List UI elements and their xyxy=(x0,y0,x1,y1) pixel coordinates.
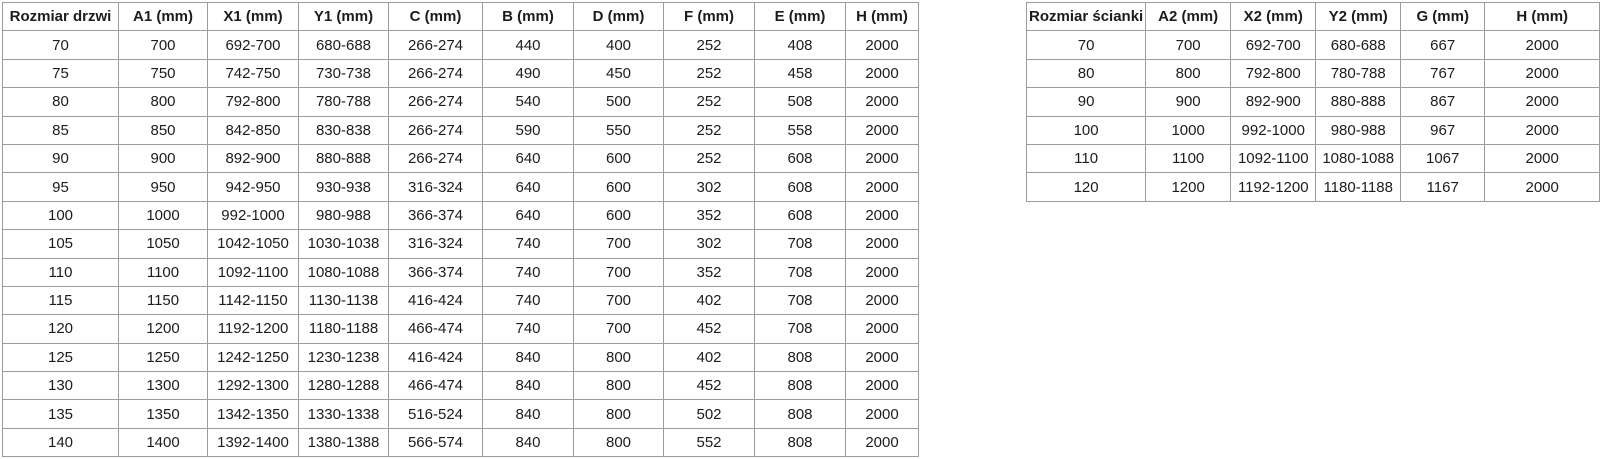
table-row xyxy=(3,372,919,400)
table-cell: 1230-1238 xyxy=(299,343,389,371)
table-row xyxy=(3,88,919,116)
table-cell: 120 xyxy=(3,315,119,343)
door-sizes-table xyxy=(2,2,919,457)
table-cell: 130 xyxy=(3,372,119,400)
table-cell: 85 xyxy=(3,116,119,144)
table-row xyxy=(3,343,919,371)
table-cell: 667 xyxy=(1400,31,1484,59)
table-cell: 466-474 xyxy=(389,315,483,343)
table-cell: 842-850 xyxy=(208,116,299,144)
table-row xyxy=(1027,173,1600,201)
table-cell: 416-424 xyxy=(389,343,483,371)
table-cell: 1200 xyxy=(1146,173,1231,201)
table-cell: 100 xyxy=(1027,116,1146,144)
table-cell: 2000 xyxy=(846,116,919,144)
table-cell: 366-374 xyxy=(389,258,483,286)
table-cell: 125 xyxy=(3,343,119,371)
table-cell: 892-900 xyxy=(208,144,299,172)
table-cell: 2000 xyxy=(1485,31,1600,59)
column-header: B (mm) xyxy=(483,3,574,31)
table-cell: 742-750 xyxy=(208,59,299,87)
table-cell: 452 xyxy=(664,372,755,400)
table-cell: 1192-1200 xyxy=(1231,173,1316,201)
table-cell: 600 xyxy=(574,144,664,172)
column-header: H (mm) xyxy=(846,3,919,31)
table-cell: 880-888 xyxy=(1316,88,1401,116)
table-cell: 740 xyxy=(483,286,574,314)
table-row xyxy=(3,31,919,59)
column-header: A2 (mm) xyxy=(1146,3,1231,31)
table-cell: 708 xyxy=(755,286,846,314)
table-cell: 440 xyxy=(483,31,574,59)
column-header: E (mm) xyxy=(755,3,846,31)
table-cell: 930-938 xyxy=(299,173,389,201)
column-header: Rozmiar drzwi xyxy=(3,3,119,31)
table-cell: 740 xyxy=(483,258,574,286)
wall-sizes-table xyxy=(1026,2,1600,202)
table-cell: 808 xyxy=(755,372,846,400)
column-header: D (mm) xyxy=(574,3,664,31)
table-cell: 800 xyxy=(1146,59,1231,87)
table-cell: 566-574 xyxy=(389,428,483,456)
column-header: Rozmiar ścianki xyxy=(1027,3,1146,31)
table-cell: 880-888 xyxy=(299,144,389,172)
table-cell: 70 xyxy=(3,31,119,59)
table-cell: 708 xyxy=(755,315,846,343)
table-cell: 80 xyxy=(1027,59,1146,87)
table-cell: 1330-1338 xyxy=(299,400,389,428)
table-cell: 1050 xyxy=(119,230,208,258)
table-cell: 840 xyxy=(483,400,574,428)
column-header: G (mm) xyxy=(1400,3,1484,31)
column-header: F (mm) xyxy=(664,3,755,31)
table-cell: 90 xyxy=(1027,88,1146,116)
table-cell: 692-700 xyxy=(1231,31,1316,59)
table-cell: 840 xyxy=(483,343,574,371)
table-cell: 452 xyxy=(664,315,755,343)
table-cell: 800 xyxy=(574,400,664,428)
table-cell: 1400 xyxy=(119,428,208,456)
table-cell: 2000 xyxy=(846,286,919,314)
column-header: C (mm) xyxy=(389,3,483,31)
table-cell: 110 xyxy=(3,258,119,286)
table-cell: 508 xyxy=(755,88,846,116)
table-cell: 2000 xyxy=(1485,116,1600,144)
table-cell: 1242-1250 xyxy=(208,343,299,371)
table-cell: 830-838 xyxy=(299,116,389,144)
table-cell: 100 xyxy=(3,201,119,229)
table-row xyxy=(1027,59,1600,87)
table-cell: 590 xyxy=(483,116,574,144)
table-cell: 2000 xyxy=(846,144,919,172)
table-cell: 70 xyxy=(1027,31,1146,59)
table-row xyxy=(1027,116,1600,144)
table-cell: 1130-1138 xyxy=(299,286,389,314)
table-cell: 140 xyxy=(3,428,119,456)
table-cell: 1092-1100 xyxy=(208,258,299,286)
table-row xyxy=(3,116,919,144)
table-cell: 700 xyxy=(574,230,664,258)
table-cell: 1067 xyxy=(1400,144,1484,172)
table-cell: 892-900 xyxy=(1231,88,1316,116)
table-cell: 2000 xyxy=(846,88,919,116)
table-cell: 700 xyxy=(574,315,664,343)
table-cell: 316-324 xyxy=(389,230,483,258)
table-cell: 800 xyxy=(574,372,664,400)
table-row xyxy=(3,173,919,201)
table-cell: 252 xyxy=(664,144,755,172)
table-cell: 640 xyxy=(483,173,574,201)
table-cell: 2000 xyxy=(1485,59,1600,87)
table-cell: 466-474 xyxy=(389,372,483,400)
table-cell: 992-1000 xyxy=(208,201,299,229)
table-cell: 700 xyxy=(119,31,208,59)
table-cell: 352 xyxy=(664,258,755,286)
table-cell: 2000 xyxy=(846,258,919,286)
table-cell: 1192-1200 xyxy=(208,315,299,343)
table-cell: 950 xyxy=(119,173,208,201)
table-row xyxy=(3,258,919,286)
table-cell: 767 xyxy=(1400,59,1484,87)
table-cell: 502 xyxy=(664,400,755,428)
table-cell: 135 xyxy=(3,400,119,428)
table-cell: 1150 xyxy=(119,286,208,314)
table-row xyxy=(1027,31,1600,59)
table-cell: 2000 xyxy=(846,400,919,428)
table-cell: 2000 xyxy=(846,428,919,456)
table-cell: 1100 xyxy=(119,258,208,286)
table-cell: 980-988 xyxy=(299,201,389,229)
table-cell: 402 xyxy=(664,286,755,314)
table-cell: 1080-1088 xyxy=(299,258,389,286)
table-cell: 967 xyxy=(1400,116,1484,144)
table-cell: 740 xyxy=(483,230,574,258)
table-cell: 800 xyxy=(574,428,664,456)
table-row xyxy=(3,201,919,229)
table-cell: 640 xyxy=(483,144,574,172)
table-cell: 316-324 xyxy=(389,173,483,201)
table-cell: 808 xyxy=(755,343,846,371)
column-header: A1 (mm) xyxy=(119,3,208,31)
table-cell: 366-374 xyxy=(389,201,483,229)
table-cell: 1342-1350 xyxy=(208,400,299,428)
table-cell: 402 xyxy=(664,343,755,371)
column-header: H (mm) xyxy=(1485,3,1600,31)
table-cell: 980-988 xyxy=(1316,116,1401,144)
table-cell: 608 xyxy=(755,173,846,201)
table-cell: 80 xyxy=(3,88,119,116)
table-cell: 708 xyxy=(755,258,846,286)
table-cell: 700 xyxy=(574,258,664,286)
table-cell: 800 xyxy=(119,88,208,116)
table-cell: 1042-1050 xyxy=(208,230,299,258)
table-cell: 1392-1400 xyxy=(208,428,299,456)
table-cell: 105 xyxy=(3,230,119,258)
table-cell: 558 xyxy=(755,116,846,144)
table-cell: 1000 xyxy=(119,201,208,229)
table-cell: 2000 xyxy=(846,230,919,258)
door-table-header-row xyxy=(3,3,919,31)
table-cell: 942-950 xyxy=(208,173,299,201)
table-cell: 1100 xyxy=(1146,144,1231,172)
table-cell: 266-274 xyxy=(389,31,483,59)
column-header: Y1 (mm) xyxy=(299,3,389,31)
table-cell: 1280-1288 xyxy=(299,372,389,400)
table-row xyxy=(3,315,919,343)
table-cell: 1080-1088 xyxy=(1316,144,1401,172)
table-cell: 450 xyxy=(574,59,664,87)
table-cell: 2000 xyxy=(846,59,919,87)
table-cell: 302 xyxy=(664,173,755,201)
table-cell: 90 xyxy=(3,144,119,172)
table-cell: 1200 xyxy=(119,315,208,343)
table-cell: 1292-1300 xyxy=(208,372,299,400)
table-cell: 1092-1100 xyxy=(1231,144,1316,172)
table-cell: 840 xyxy=(483,372,574,400)
table-row xyxy=(1027,144,1600,172)
table-cell: 1030-1038 xyxy=(299,230,389,258)
table-cell: 1180-1188 xyxy=(299,315,389,343)
table-row xyxy=(1027,88,1600,116)
table-cell: 552 xyxy=(664,428,755,456)
column-header: Y2 (mm) xyxy=(1316,3,1401,31)
table-cell: 1350 xyxy=(119,400,208,428)
door-table-body xyxy=(3,31,919,457)
table-cell: 266-274 xyxy=(389,144,483,172)
table-cell: 792-800 xyxy=(1231,59,1316,87)
table-cell: 700 xyxy=(574,286,664,314)
table-cell: 2000 xyxy=(846,31,919,59)
table-cell: 600 xyxy=(574,173,664,201)
table-cell: 1380-1388 xyxy=(299,428,389,456)
table-cell: 992-1000 xyxy=(1231,116,1316,144)
table-row xyxy=(3,286,919,314)
table-cell: 850 xyxy=(119,116,208,144)
table-cell: 266-274 xyxy=(389,59,483,87)
table-cell: 780-788 xyxy=(299,88,389,116)
table-cell: 680-688 xyxy=(299,31,389,59)
table-cell: 2000 xyxy=(846,315,919,343)
table-cell: 2000 xyxy=(1485,144,1600,172)
table-cell: 840 xyxy=(483,428,574,456)
table-cell: 680-688 xyxy=(1316,31,1401,59)
table-cell: 266-274 xyxy=(389,116,483,144)
table-cell: 516-524 xyxy=(389,400,483,428)
table-cell: 792-800 xyxy=(208,88,299,116)
table-cell: 1142-1150 xyxy=(208,286,299,314)
table-cell: 740 xyxy=(483,315,574,343)
table-row xyxy=(3,59,919,87)
table-cell: 900 xyxy=(1146,88,1231,116)
table-cell: 540 xyxy=(483,88,574,116)
table-cell: 302 xyxy=(664,230,755,258)
table-cell: 252 xyxy=(664,116,755,144)
table-cell: 2000 xyxy=(846,372,919,400)
table-cell: 110 xyxy=(1027,144,1146,172)
table-cell: 400 xyxy=(574,31,664,59)
table-cell: 640 xyxy=(483,201,574,229)
wall-table-body xyxy=(1027,31,1600,201)
table-cell: 75 xyxy=(3,59,119,87)
table-cell: 2000 xyxy=(846,201,919,229)
table-cell: 1180-1188 xyxy=(1316,173,1401,201)
table-cell: 550 xyxy=(574,116,664,144)
table-cell: 1300 xyxy=(119,372,208,400)
table-cell: 2000 xyxy=(1485,173,1600,201)
table-cell: 416-424 xyxy=(389,286,483,314)
table-cell: 120 xyxy=(1027,173,1146,201)
table-cell: 352 xyxy=(664,201,755,229)
table-cell: 252 xyxy=(664,31,755,59)
table-row xyxy=(3,428,919,456)
table-cell: 458 xyxy=(755,59,846,87)
table-row xyxy=(3,144,919,172)
table-cell: 808 xyxy=(755,428,846,456)
table-row xyxy=(3,400,919,428)
table-cell: 252 xyxy=(664,88,755,116)
table-cell: 800 xyxy=(574,343,664,371)
table-cell: 730-738 xyxy=(299,59,389,87)
table-cell: 252 xyxy=(664,59,755,87)
table-cell: 808 xyxy=(755,400,846,428)
table-cell: 490 xyxy=(483,59,574,87)
table-cell: 600 xyxy=(574,201,664,229)
table-cell: 2000 xyxy=(846,173,919,201)
table-cell: 2000 xyxy=(846,343,919,371)
table-cell: 900 xyxy=(119,144,208,172)
table-cell: 95 xyxy=(3,173,119,201)
table-cell: 708 xyxy=(755,230,846,258)
table-cell: 1250 xyxy=(119,343,208,371)
table-cell: 1000 xyxy=(1146,116,1231,144)
table-cell: 700 xyxy=(1146,31,1231,59)
column-header: X1 (mm) xyxy=(208,3,299,31)
table-cell: 500 xyxy=(574,88,664,116)
table-cell: 867 xyxy=(1400,88,1484,116)
table-cell: 2000 xyxy=(1485,88,1600,116)
table-cell: 608 xyxy=(755,201,846,229)
table-cell: 692-700 xyxy=(208,31,299,59)
table-cell: 780-788 xyxy=(1316,59,1401,87)
table-cell: 115 xyxy=(3,286,119,314)
table-cell: 408 xyxy=(755,31,846,59)
table-row xyxy=(3,230,919,258)
table-cell: 266-274 xyxy=(389,88,483,116)
table-cell: 750 xyxy=(119,59,208,87)
wall-table-header-row xyxy=(1027,3,1600,31)
table-cell: 608 xyxy=(755,144,846,172)
column-header: X2 (mm) xyxy=(1231,3,1316,31)
table-cell: 1167 xyxy=(1400,173,1484,201)
